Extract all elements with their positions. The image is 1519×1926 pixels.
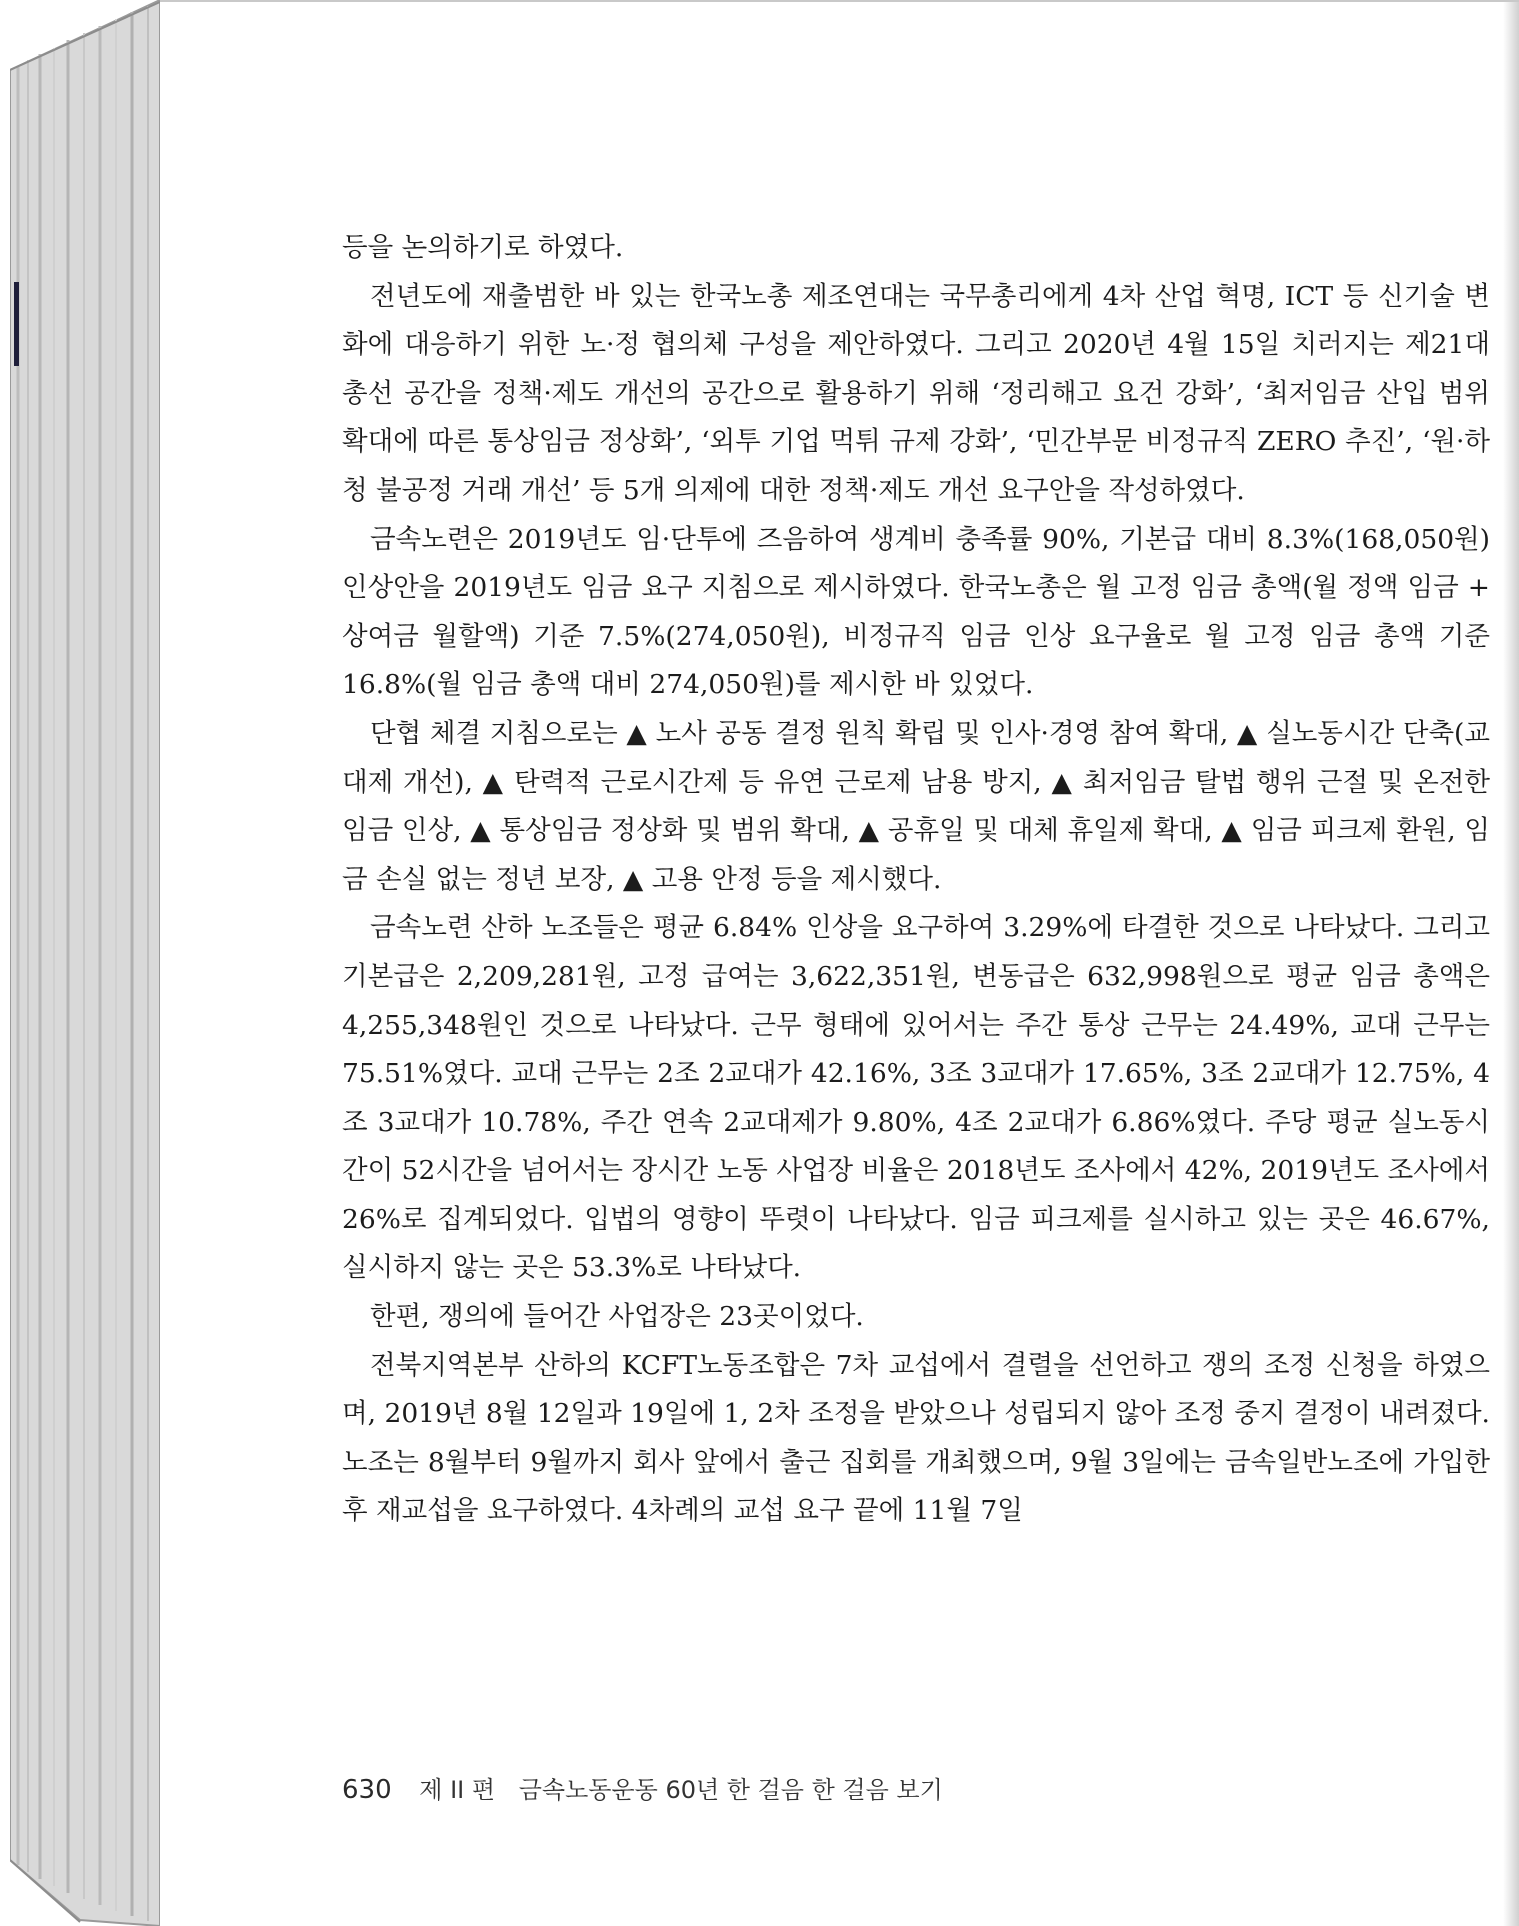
book-title: 금속노동운동 60년 한 걸음 한 걸음 보기 (518, 1776, 943, 1804)
page-footer (342, 1770, 943, 1805)
paragraph-5: 금속노련 산하 노조들은 평균 6.84% 인상을 요구하여 3.29%에 타결한 것으로 나타났다. 그리고 기본급은 2,209,281원, 고정 급여는 3,622,351원, 변동급은 632,998원으로 평균 임금 총액은 4,255,348원인 것으로 나타났다. 근무 형태에 있어서는 주간 통상 근무는 24.49%, 교대 근무는 75.51%였다. 교대 근무는 2조 2교대가 42.16%, 3조 3교대가 17.65%, 3조 2교대가 12.75%, 4조 3교대가 10.78%, 주간 연속 2교대제가 9.80%, 4조 2교대가 6.86%였다. 주당 평균 실노동시간이 52시간을 넘어서는 장시간 노동 사업장 비율은 2018년도 조사에서 42%, 2019년도 조사에서 26%로 집계되었다. 입법의 영향이 뚜렷이 나타났다. 임금 피크제를 실시하고 있는 곳은 46.67%, 실시하지 않는 곳은 53.3%로 나타났다. (342, 912, 1490, 1284)
book-page (160, 0, 1519, 1926)
paragraph-3: 금속노련은 2019년도 임·단투에 즈음하여 생계비 충족률 90%, 기본급 대비 8.3%(168,050원) 인상안을 2019년도 임금 요구 지침으로 제시하였다. 한국노총은 월 고정 임금 총액(월 정액 임금 + 상여금 월할액) 기준 7.5%(274,050원), 비정규직 임금 인상 요구율로 월 고정 임금 총액 기준 16.8%(월 임금 총액 대비 274,050원)를 제시한 바 있었다. (342, 523, 1490, 701)
paragraph-6: 한편, 쟁의에 들어간 사업장은 23곳이었다. (370, 1301, 864, 1333)
paragraph-2: 전년도에 재출범한 바 있는 한국노총 제조연대는 국무총리에게 4차 산업 혁명, ICT 등 신기술 변화에 대응하기 위한 노·정 협의체 구성을 제안하였다. 그리고 2020년 4월 15일 치러지는 제21대 총선 공간을 정책·제도 개선의 공간으로 활용하기 위해 ‘정리해고 요건 강화’, ‘최저임금 산입 범위 확대에 따른 통상임금 정상화’, ‘외투 기업 먹튀 규제 강화’, ‘민간부문 비정규직 ZERO 추진’, ‘원·하청 불공정 거래 개선’ 등 5개 의제에 대한 정책·제도 개선 요구안을 작성하였다. (342, 280, 1490, 506)
paragraph-7: 전북지역본부 산하의 KCFT노동조합은 7차 교섭에서 결렬을 선언하고 쟁의 조정 신청을 하였으며, 2019년 8월 12일과 19일에 1, 2차 조정을 받았으나 성립되지 않아 조정 중지 결정이 내려졌다. 노조는 8월부터 9월까지 회사 앞에서 출근 집회를 개최했으며, 9월 3일에는 금속일반노조에 가입한 후 재교섭을 요구하였다. 4차례의 교섭 요구 끝에 11월 7일 (342, 1349, 1490, 1527)
page-number: 630 (342, 1775, 392, 1805)
section-label: 제 II 편 (419, 1776, 496, 1804)
book-page-edges (10, 0, 170, 1926)
paragraph-4: 단협 체결 지침으로는 ▲ 노사 공동 결정 원칙 확립 및 인사·경영 참여 확대, ▲ 실노동시간 단축(교대제 개선), ▲ 탄력적 근로시간제 등 유연 근로제 남용 방지, ▲ 최저임금 탈법 행위 근절 및 온전한 임금 인상, ▲ 통상임금 정상화 및 범위 확대, ▲ 공휴일 및 대체 휴일제 확대, ▲ 임금 피크제 환원, 임금 손실 없는 정년 보장, ▲ 고용 안정 등을 제시했다. (342, 717, 1490, 895)
body-text (342, 224, 1490, 1536)
page-right-shadow (1503, 2, 1519, 1926)
paragraph-1: 등을 논의하기로 하였다. (342, 232, 624, 263)
